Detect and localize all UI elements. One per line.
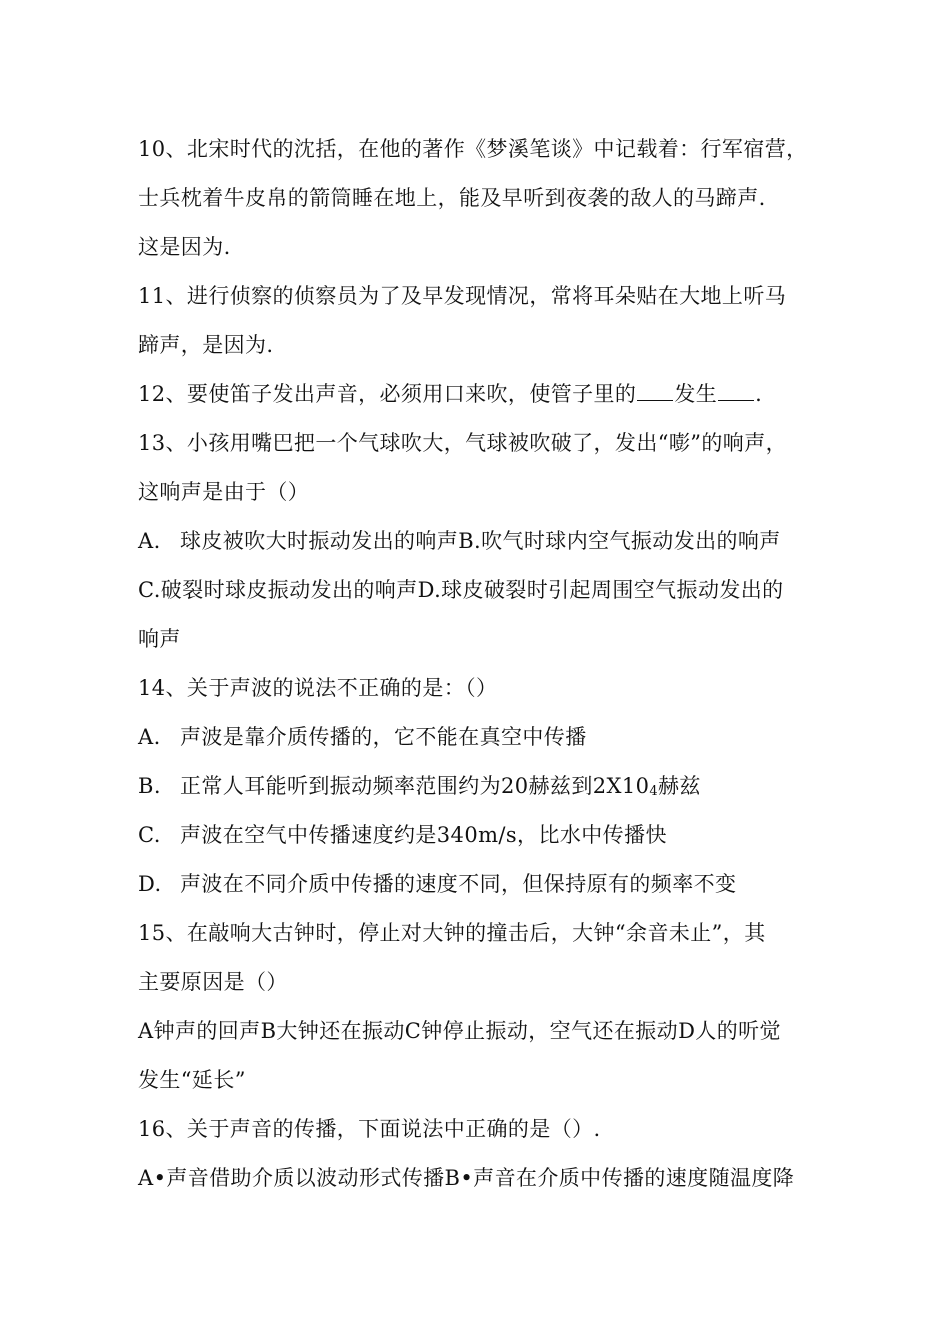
q12-line [138, 370, 828, 419]
q14-option-c-text: 声波在空气中传播速度约是340m/s，比水中传播快 [180, 823, 667, 847]
q14-option-a-text: 声波是靠介质传播的，它不能在真空中传播 [180, 725, 587, 749]
q11-line-2: 蹄声，是因为. [138, 333, 274, 357]
q14-option-b-label: B. [138, 774, 161, 798]
q14-option-b-subscript: 4 [649, 784, 659, 799]
q14-option-c-label: C. [138, 823, 161, 847]
q14-option-d-text: 声波在不同介质中传播的速度不同，但保持原有的频率不变 [180, 872, 737, 896]
q13-line-2: 这响声是由于（） [138, 480, 310, 504]
q10-line-2: 士兵枕着牛皮帛的箭筒睡在地上，能及早听到夜袭的敌人的马蹄声. [138, 186, 766, 210]
q14-option-b-text: 正常人耳能听到振动频率范围约为20赫兹到2X10 [180, 774, 650, 798]
q14-option-d-label: D. [138, 872, 162, 896]
q15-option-line-1: A钟声的回声B大钟还在振动C钟停止振动，空气还在振动D人的听觉 [138, 1019, 781, 1043]
q12-blank-2 [718, 382, 754, 401]
q14-option-b [138, 762, 828, 811]
q13-option-line-1-text: 球皮被吹大时振动发出的响声B.吹气时球内空气振动发出的响声 [180, 529, 781, 553]
q15-line-2: 主要原因是（） [138, 970, 288, 994]
q14-stem: 14、关于声波的说法不正确的是：（） [138, 676, 498, 700]
q13-line-1: 13、小孩用嘴巴把一个气球吹大，气球被吹破了，发出“嘭”的响声， [138, 431, 787, 455]
q12-blank-1 [637, 382, 673, 401]
q12-text-part3: . [755, 382, 763, 406]
q16-stem: 16、关于声音的传播，下面说法中正确的是（）. [138, 1117, 601, 1141]
q12-text-part2: 发生 [674, 382, 718, 406]
q16-option-line-1: A•声音借助介质以波动形式传播B•声音在介质中传播的速度随温度降 [138, 1166, 795, 1190]
q15-line-1: 15、在敲响大古钟时，停止对大钟的撞击后，大钟“余音未止”，其 [138, 921, 766, 945]
q12-text-part1: 12、要使笛子发出声音，必须用口来吹，使管子里的 [138, 382, 637, 406]
q10-line-1: 10、北宋时代的沈括，在他的著作《梦溪笔谈》中记载着：行军宿营， [138, 137, 808, 161]
q11-line-1: 11、进行侦察的侦察员为了及早发现情况，常将耳朵贴在大地上听马 [138, 284, 787, 308]
document-page [138, 125, 828, 1203]
q14-option-a [138, 713, 828, 762]
q13-option-line-1 [138, 517, 828, 566]
q14-option-b-unit: 赫兹 [658, 774, 701, 798]
q14-option-d [138, 860, 828, 909]
q14-option-c [138, 811, 828, 860]
q14-option-a-label: A. [138, 725, 161, 749]
q13-option-line-3: 响声 [138, 627, 181, 651]
q15-option-line-2: 发生“延长” [138, 1068, 246, 1092]
q13-option-line-2: C.破裂时球皮振动发出的响声D.球皮破裂时引起周围空气振动发出的 [138, 578, 784, 602]
q13-option-a-label: A. [138, 529, 161, 553]
q10-line-3: 这是因为. [138, 235, 231, 259]
